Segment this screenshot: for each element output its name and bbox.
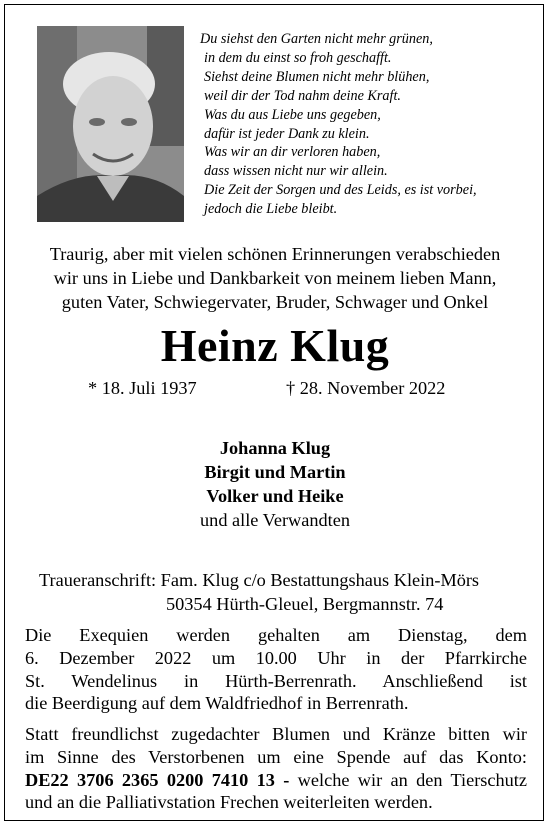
poem [200, 30, 540, 219]
death-date: † 28. November 2022 [286, 378, 446, 398]
donation-text: welche wir an den Tierschutz [289, 769, 528, 790]
address-line-1: Traueranschrift: Fam. Klug c/o Bestattungshaus Klein-Mörs [39, 570, 480, 590]
iban-number: DE22 3706 2365 0200 7410 13 - [25, 769, 290, 790]
poem-line: Siehst deine Blumen nicht mehr blühen, [204, 68, 430, 85]
intro-line: wir uns in Liebe und Dankbarkeit von meinem lieben Mann, [53, 268, 497, 288]
poem-line: Die Zeit der Sorgen und des Leids, es ist vorbei, [204, 182, 477, 199]
intro-line: guten Vater, Schwiegervater, Bruder, Schwager und Onkel [61, 292, 489, 312]
service-line: St. Wendelinus in Hürth-Berrenrath. Anschließend ist [25, 670, 527, 691]
poem-line: Du siehst den Garten nicht mehr grünen, [200, 31, 433, 47]
portrait-photo [37, 26, 184, 222]
donation-line: im Sinne des Verstorbenen um eine Spende auf das Konto: [25, 746, 527, 767]
donation-request [25, 723, 527, 814]
relatives-line: und alle Verwandten [200, 510, 350, 530]
address-line-2: 50354 Hürth-Gleuel, Bergmannstr. 74 [166, 594, 444, 614]
mourner-name: Volker und Heike [206, 486, 344, 506]
poem-line: Was du aus Liebe uns gegeben, [204, 106, 381, 123]
service-line: 6. Dezember 2022 um 10.00 Uhr in der Pfarrkirche [25, 647, 527, 668]
intro-text [20, 242, 530, 314]
birth-date: * 18. Juli 1937 [88, 378, 197, 398]
poem-line: dafür ist jeder Dank zu klein. [204, 125, 370, 142]
poem-line: weil dir der Tod nahm deine Kraft. [204, 87, 401, 104]
donation-line: und an die Palliativstation Frechen weiterleiten werden. [25, 792, 433, 813]
deceased-name: Heinz Klug [160, 320, 390, 371]
service-details [25, 624, 527, 715]
intro-line: Traurig, aber mit vielen schönen Erinnerungen verabschieden [49, 244, 501, 264]
poem-line: jedoch die Liebe bleibt. [204, 201, 338, 218]
donation-line: Statt freundlichst zugedachter Blumen und Kränze bitten wir [25, 724, 527, 744]
mourners [0, 436, 550, 532]
poem-line: in dem du einst so froh geschafft. [204, 49, 392, 66]
mourner-name: Birgit und Martin [204, 462, 346, 482]
mourning-address [39, 568, 539, 616]
poem-line: dass wissen nicht nur wir allein. [204, 163, 388, 180]
service-line: die Beerdigung auf dem Waldfriedhof in Berrenrath. [25, 693, 409, 714]
poem-line: Was wir an dir verloren haben, [204, 144, 381, 161]
mourner-name: Johanna Klug [219, 438, 331, 458]
service-line: Die Exequien werden gehalten am Dienstag, dem [25, 625, 527, 645]
donation-line-iban [25, 769, 527, 792]
